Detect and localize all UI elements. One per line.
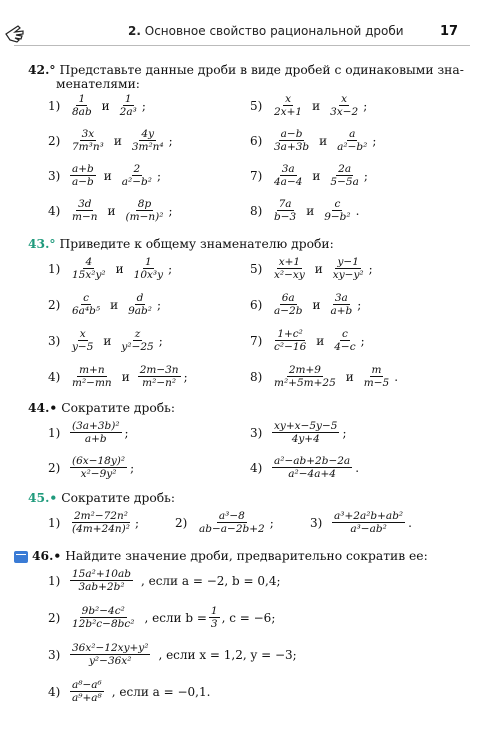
item-label: 3): [250, 425, 263, 440]
conjunction: и: [312, 98, 321, 113]
denominator: 6a⁴b⁵: [72, 305, 101, 317]
fraction: [70, 605, 136, 630]
fraction: [70, 292, 102, 317]
denominator: b−3: [274, 211, 297, 223]
item-label: 2): [48, 460, 61, 475]
fraction: [332, 328, 357, 353]
conjunction: и: [107, 203, 116, 218]
numerator: a³+2a²b+ab²: [334, 510, 404, 522]
numerator: a: [349, 128, 356, 140]
numerator: d: [136, 292, 144, 304]
denominator: m−5: [363, 377, 390, 389]
numerator: (6x−18y)²: [72, 455, 126, 467]
numerator: 9b²−4c²: [81, 605, 125, 617]
conjunction: и: [103, 168, 112, 183]
denominator: a²−b²: [121, 176, 152, 188]
denominator: y²−25: [121, 341, 154, 353]
fraction: [272, 292, 304, 317]
item-label: 1): [48, 261, 61, 276]
item-label: 4): [48, 684, 61, 699]
exercise-item: [175, 510, 274, 535]
exercise-item: [48, 198, 173, 223]
conjunction: и: [312, 168, 321, 183]
numerator: 3d: [78, 198, 92, 210]
conjunction: и: [306, 203, 315, 218]
punctuation: ;: [363, 98, 368, 113]
denominator: y²−36x²: [89, 655, 132, 667]
item-label: 3): [48, 647, 61, 662]
numerator: 2: [133, 163, 141, 175]
denominator: 9ab²: [128, 305, 152, 317]
punctuation: ;: [269, 515, 274, 530]
numerator: 2m²−72n²: [73, 510, 128, 522]
task-42-heading-cont: менателями:: [56, 77, 140, 91]
numerator: (3a+3b)²: [72, 420, 120, 432]
punctuation: ;: [156, 168, 162, 183]
item-label: 8): [250, 369, 263, 384]
fraction: [272, 163, 304, 188]
numerator: m: [371, 364, 382, 376]
item-label: 2): [175, 515, 188, 530]
exercise-item: [48, 163, 161, 188]
task-43-heading: 43.° Приведите к общему знаменателю дроби:: [28, 236, 334, 251]
fraction: [138, 364, 181, 389]
denominator: 4a−4: [274, 176, 303, 188]
page-number: 17: [440, 24, 459, 39]
pointing-hand-icon: [4, 22, 26, 44]
exercise-item: [310, 510, 412, 535]
conjunction: и: [103, 333, 112, 348]
fraction: [70, 455, 127, 480]
fraction: [70, 128, 106, 153]
numerator: c: [334, 198, 341, 210]
fraction: [328, 93, 360, 118]
fraction: [272, 364, 338, 389]
fraction: [362, 364, 391, 389]
denominator: ab−a−2b+2: [199, 523, 265, 535]
conjunction: и: [312, 297, 321, 312]
numerator: 4: [85, 256, 93, 268]
punctuation: ;: [168, 261, 173, 276]
fraction: [328, 163, 360, 188]
numerator: 4y: [141, 128, 155, 140]
numerator: a+b: [72, 163, 94, 175]
numerator: a²−ab+2b−2a: [274, 455, 351, 467]
item-label: 4): [48, 369, 61, 384]
numerator: 36x²−12xy+y²: [72, 642, 149, 654]
fraction: [70, 328, 95, 353]
conjunction: и: [110, 297, 119, 312]
item-label: 1): [48, 98, 61, 113]
fraction: [126, 292, 154, 317]
condition-text: , если a = −2, b = 0,4;: [140, 573, 281, 588]
conjunction: и: [113, 133, 122, 148]
fraction: [335, 128, 369, 153]
fraction: [70, 256, 108, 281]
item-label: 3): [48, 168, 61, 183]
fraction: [118, 93, 139, 118]
exercise-item: [250, 420, 347, 445]
conjunction: и: [314, 261, 323, 276]
denominator: m²−mn: [72, 377, 112, 389]
exercise-item: [48, 292, 161, 317]
item-label: 4): [48, 203, 61, 218]
item-label: 7): [250, 333, 263, 348]
fraction: [70, 93, 94, 118]
fraction: [272, 455, 352, 480]
exercise-item: [250, 328, 365, 353]
numerator: 2a: [338, 163, 352, 175]
condition-text: , если b =: [144, 610, 207, 625]
task-46-heading: 46.• Найдите значение дроби, предварительно сократив ее:: [14, 548, 428, 564]
punctuation: ;: [141, 98, 146, 113]
denominator: xy−y²: [332, 269, 364, 281]
denominator: 7m³n³: [72, 141, 104, 153]
fraction: [120, 163, 154, 188]
conjunction: и: [121, 369, 130, 384]
item-label: 3): [48, 333, 61, 348]
denominator: 10x³y: [133, 269, 164, 281]
punctuation: .: [394, 369, 399, 384]
fraction: [70, 679, 104, 704]
exercise-item: [48, 605, 275, 630]
numerator: x+1: [278, 256, 301, 268]
denominator: 3ab+2b²: [78, 581, 125, 593]
numerator: 3a: [281, 163, 295, 175]
denominator: 2x+1: [274, 106, 303, 118]
fraction: [132, 256, 165, 281]
punctuation: ;: [360, 333, 365, 348]
fraction: [328, 292, 354, 317]
conjunction: и: [115, 261, 124, 276]
denominator: 15x²y²: [72, 269, 106, 281]
denominator: 8ab: [72, 106, 92, 118]
exercise-item: [48, 568, 281, 593]
fraction: [124, 198, 166, 223]
punctuation: ;: [368, 261, 373, 276]
item-label: 1): [48, 425, 61, 440]
punctuation: ;: [183, 369, 188, 384]
numerator: 15a²+10ab: [72, 568, 131, 580]
denominator: m²−n²: [142, 377, 177, 389]
exercise-item: [48, 642, 297, 667]
exercise-item: [48, 420, 129, 445]
punctuation: ;: [130, 460, 135, 475]
exercise-item: [48, 679, 210, 704]
denominator: a+b: [330, 305, 353, 317]
exercise-item: [250, 455, 359, 480]
item-label: 2): [48, 610, 61, 625]
denominator: a−2b: [274, 305, 303, 317]
numerator: 1+c²: [277, 328, 303, 340]
conjunction: и: [345, 369, 354, 384]
exercise-item: [48, 256, 172, 281]
numerator: 7a: [278, 198, 292, 210]
condition-text: , c = −6;: [221, 610, 276, 625]
fraction: [322, 198, 352, 223]
denominator: x²−xy: [274, 269, 305, 281]
denominator: 9−b²: [324, 211, 351, 223]
fraction: [332, 510, 405, 535]
item-label: 1): [48, 573, 61, 588]
denominator: y−5: [72, 341, 94, 353]
punctuation: .: [408, 515, 412, 530]
task-45-heading: 45.• Сократите дробь:: [28, 490, 175, 505]
condition-text: , если x = 1,2, y = −3;: [158, 647, 297, 662]
punctuation: ;: [363, 168, 368, 183]
section-title: 2. Основное свойство рациональной дроби: [128, 24, 404, 38]
punctuation: ;: [134, 515, 140, 530]
fraction: [70, 198, 100, 223]
numerator: a³−8: [218, 510, 245, 522]
fraction: [197, 510, 267, 535]
denominator: x²−9y²: [80, 468, 117, 480]
numerator: 1: [145, 256, 152, 268]
fraction: [70, 364, 114, 389]
punctuation: ;: [168, 203, 173, 218]
item-label: 2): [48, 297, 61, 312]
denominator: 5−5a: [330, 176, 359, 188]
item-label: 2): [48, 133, 61, 148]
denominator: 3x−2: [330, 106, 359, 118]
numerator: 1: [78, 93, 86, 105]
punctuation: .: [355, 460, 360, 475]
numerator: z: [134, 328, 141, 340]
conjunction: и: [319, 133, 328, 148]
denominator: (m−n)²: [125, 211, 164, 223]
condition-text: , если a = −0,1.: [111, 684, 211, 699]
numerator: c: [83, 292, 89, 304]
conjunction: и: [316, 333, 325, 348]
fraction: [70, 163, 96, 188]
numerator: c: [341, 328, 348, 340]
numerator: xy+x−5y−5: [274, 420, 338, 432]
fraction: [272, 256, 307, 281]
item-label: 5): [250, 98, 263, 113]
denominator: 12b²c−8bc²: [72, 618, 135, 630]
exercise-item: [48, 455, 134, 480]
punctuation: ;: [156, 297, 162, 312]
numerator: y−1: [337, 256, 359, 268]
exercise-item: [250, 163, 368, 188]
denominator: a−b: [72, 176, 94, 188]
denominator: a⁹+a⁸: [72, 692, 102, 704]
fraction: [70, 568, 133, 593]
denominator: 4−c: [334, 341, 356, 353]
numerator: a⁸−a⁶: [72, 679, 102, 691]
denominator: a²−b²: [337, 141, 368, 153]
numerator: a−b: [280, 128, 303, 140]
exercise-item: [48, 93, 146, 118]
denominator: 3a+3b: [274, 141, 310, 153]
denominator: (4m+24n)²: [72, 523, 130, 535]
punctuation: ;: [158, 333, 163, 348]
numerator: x: [341, 93, 348, 105]
numerator: 1: [124, 93, 132, 105]
book-icon: [14, 551, 28, 563]
item-label: 5): [250, 261, 263, 276]
item-label: 3): [310, 515, 323, 530]
fraction: [130, 128, 166, 153]
numerator: 8p: [137, 198, 152, 210]
fraction: [331, 256, 366, 281]
denominator: 3m²n⁴: [131, 141, 164, 153]
punctuation: ;: [124, 425, 129, 440]
punctuation: ;: [168, 133, 173, 148]
conjunction: и: [101, 98, 110, 113]
exercise-item: [250, 198, 359, 223]
denominator: a+b: [84, 433, 107, 445]
exercise-item: [48, 510, 139, 535]
numerator: x: [285, 93, 291, 105]
exercise-item: [250, 93, 367, 118]
fraction: [272, 328, 308, 353]
numerator: 3a: [334, 292, 348, 304]
denominator: 2a³: [119, 106, 137, 118]
item-label: 8): [250, 203, 263, 218]
punctuation: ;: [342, 425, 347, 440]
header-divider: [14, 45, 470, 46]
denominator: m−n: [72, 211, 98, 223]
exercise-item: [250, 292, 361, 317]
item-label: 6): [250, 133, 263, 148]
punctuation: .: [355, 203, 360, 218]
denominator: 4y+4: [291, 433, 320, 445]
numerator: 3x: [81, 128, 95, 140]
fraction: [272, 198, 298, 223]
item-label: 7): [250, 168, 263, 183]
fraction: [70, 420, 122, 445]
item-label: 4): [250, 460, 263, 475]
numerator: 1: [210, 605, 218, 617]
fraction: [272, 93, 304, 118]
numerator: x: [79, 328, 86, 340]
exercise-item: [48, 128, 173, 153]
page-header: [0, 0, 488, 44]
fraction: [70, 642, 150, 667]
exercise-item: [250, 364, 398, 389]
numerator: 6a: [281, 292, 295, 304]
exercise-item: [250, 128, 376, 153]
denominator: c²−16: [274, 341, 307, 353]
item-label: 1): [48, 515, 61, 530]
fraction: [119, 328, 155, 353]
task-42-heading: 42.° Представьте данные дроби в виде дробей с одинаковыми зна-: [28, 62, 464, 77]
fraction: [272, 420, 339, 445]
punctuation: ;: [372, 133, 377, 148]
exercise-item: [250, 256, 373, 281]
denominator: a³−ab²: [350, 523, 387, 535]
denominator: a²−4a+4: [288, 468, 336, 480]
fraction: [209, 605, 220, 630]
punctuation: ;: [357, 297, 362, 312]
exercise-item: [48, 328, 163, 353]
exercise-item: [48, 364, 188, 389]
numerator: 2m−3n: [139, 364, 179, 376]
denominator: m²+5m+25: [274, 377, 336, 389]
item-label: 6): [250, 297, 263, 312]
fraction: [70, 510, 132, 535]
denominator: 3: [210, 618, 218, 630]
numerator: 2m+9: [288, 364, 321, 376]
numerator: m+n: [79, 364, 105, 376]
task-44-heading: 44.• Сократите дробь:: [28, 400, 175, 415]
fraction: [272, 128, 311, 153]
